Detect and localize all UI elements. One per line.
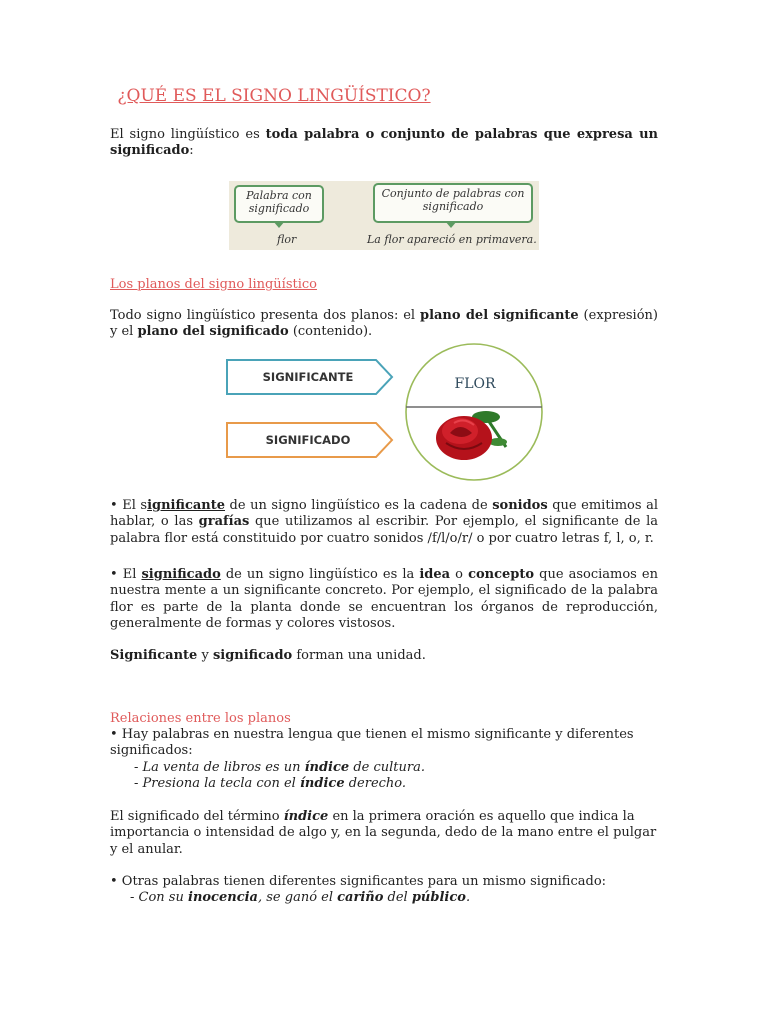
- relaciones-bullet-2: • Otras palabras tienen diferentes significantes para un mismo significado:: [110, 874, 607, 889]
- intro-text-end: :: [189, 143, 194, 159]
- sdo-text-2: de un signo lingüístico es la: [220, 567, 420, 582]
- unity-bold-1: Significante: [110, 648, 198, 663]
- example-1-italic-b: de cultura.: [349, 760, 425, 775]
- example-3-italic-c: del: [383, 890, 412, 905]
- sig-bold-2: sonidos: [492, 498, 548, 513]
- section-heading-planos: Los planos del signo lingüístico: [110, 277, 317, 292]
- example-2: [110, 776, 682, 792]
- sdo-bold-3: concepto: [468, 567, 535, 582]
- unity-text-1: y: [197, 648, 213, 663]
- planos-bold-1: plano del significante: [419, 308, 579, 323]
- sdo-text-1: • El: [110, 567, 142, 582]
- sdo-text-3: o: [450, 567, 469, 582]
- significante-label: SIGNIFICANTE: [262, 370, 354, 384]
- speech-bubble-word: [234, 185, 324, 223]
- sig-text-4: que utilizamos al escribir. Por ejemplo, el significante de la palabra flor está constituido por cuatro sonidos /f/l/o/r/ o por cuatro letras f, l, o, r.: [110, 514, 659, 546]
- example-1-dash: -: [134, 760, 143, 775]
- bubble-word-label: Palabra con significado: [246, 189, 312, 215]
- example-phrase: La flor apareció en primavera.: [367, 233, 537, 246]
- example-3-italic-b: , se ganó el: [257, 890, 338, 905]
- bubble-phrase-label: Conjunto de palabras con significado: [381, 187, 525, 213]
- unity-text-2: forman una unidad.: [292, 648, 426, 663]
- example-2-bold: índice: [299, 776, 345, 791]
- sig-text-3: que emitimos al hablar, o las: [110, 498, 658, 530]
- example-3-italic-a: Con su: [138, 890, 188, 905]
- flor-word: FLOR: [454, 376, 496, 392]
- significado-label: SIGNIFICADO: [265, 433, 351, 447]
- bubble-tail-icon: [273, 221, 285, 228]
- sdo-bold-1: significado: [141, 567, 221, 582]
- sig-text-1: • El s: [110, 498, 148, 513]
- word-phrase-illustration: [229, 181, 539, 250]
- sig-text-2: de un signo lingüístico es la cadena de: [225, 498, 493, 513]
- example-1-bold: índice: [304, 760, 350, 775]
- sign-planes-diagram: [224, 343, 546, 481]
- indice-explanation: [110, 809, 658, 858]
- intro-paragraph: [110, 127, 658, 160]
- sig-bold-1: ignificante: [147, 498, 226, 513]
- section-heading-relaciones: Relaciones entre los planos: [110, 711, 291, 726]
- example-3: [110, 890, 678, 906]
- example-2-italic-a: Presiona la tecla con el: [142, 776, 300, 791]
- speech-bubble-phrase: [373, 183, 533, 223]
- explain-text-2: en la primera oración es aquello que indica la importancia o intensidad de algo y, en la segunda, dedo de la mano entre el pulgar y el anular.: [110, 809, 657, 857]
- intro-bold: toda palabra o conjunto de palabras que expresa un significado: [110, 127, 659, 159]
- sdo-text-4: que asociamos en nuestra mente a un significante concreto. Por ejemplo, el significado de la palabra flor es parte de la planta donde se encuentran los órganos de reproducción, generalmente de formas y colores vistosos.: [110, 567, 658, 632]
- sig-bold-3: grafías: [198, 514, 250, 530]
- example-3-italic-d: .: [465, 890, 471, 905]
- example-3-bold-2: cariño: [337, 890, 384, 905]
- sdo-bold-2: idea: [419, 567, 451, 582]
- example-3-bold-3: público: [411, 890, 466, 905]
- example-1-italic-a: La venta de libros es un: [142, 760, 305, 775]
- significante-paragraph: [110, 498, 658, 547]
- example-1: [110, 760, 682, 776]
- bubble-tail-icon: [445, 221, 457, 228]
- planos-bold-2: plano del significado: [137, 324, 289, 340]
- explain-text-1: El significado del término: [110, 809, 284, 824]
- planos-text-2: (expresión) y el: [110, 308, 658, 340]
- unity-bold-2: significado: [212, 648, 293, 663]
- relaciones-bullet-1: • Hay palabras en nuestra lengua que tienen el mismo significante y diferentes significados:: [110, 727, 634, 759]
- explain-bold: índice: [283, 809, 329, 824]
- planos-text-3: (contenido).: [288, 324, 373, 340]
- example-3-dash: -: [130, 890, 139, 905]
- page-title: ¿QUÉ ES EL SIGNO LINGÜÍSTICO?: [117, 86, 431, 106]
- planos-paragraph: [110, 308, 658, 341]
- planos-text-1: Todo signo lingüístico presenta dos planos: el: [110, 308, 420, 323]
- example-2-dash: -: [134, 776, 143, 791]
- sign-circle: [406, 344, 542, 480]
- example-3-bold-1: inocencia: [188, 890, 258, 905]
- unity-paragraph: [110, 648, 658, 664]
- intro-text: El signo lingüístico es: [110, 127, 266, 142]
- example-word: flor: [277, 233, 297, 246]
- example-2-italic-b: derecho.: [344, 776, 407, 791]
- significado-paragraph: [110, 567, 658, 633]
